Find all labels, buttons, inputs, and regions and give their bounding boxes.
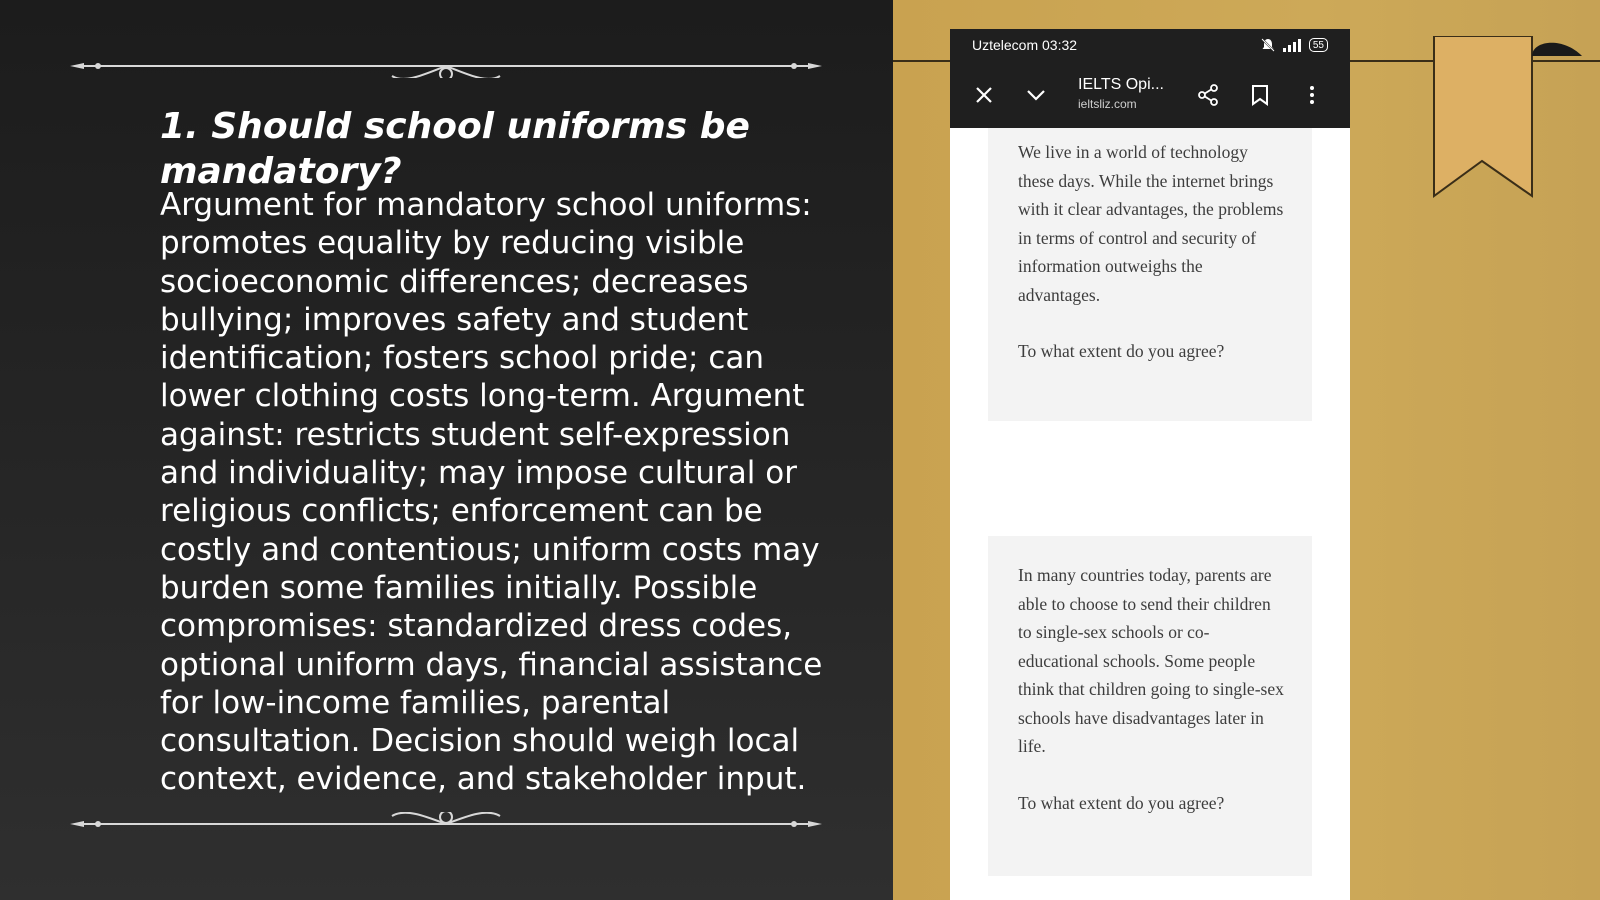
- page-title-block[interactable]: [1078, 75, 1164, 113]
- phone-screenshot: [950, 29, 1350, 900]
- ornamental-divider-bottom: [70, 812, 822, 836]
- signal-icon: [1281, 38, 1303, 52]
- essay-question-text: To what extent do you agree?: [1018, 341, 1225, 361]
- battery-icon: [1309, 38, 1328, 52]
- page-url: ieltsliz.com: [1078, 97, 1137, 111]
- bell-muted-icon: [1261, 38, 1275, 52]
- slide-body-text: Argument for mandatory school uniforms: promotes equality by reducing visible socioeconomic differences; decreases bullying; improves safety and student identification; fosters school pride; can lower clothing costs long-term. Argument against: restricts student self-expression and individuality; may impose cultural or religious conflicts; enforcement can be costly and contentious; uniform costs may burden some families initially. Possible compromises: standardized dress codes, optional uniform days, financial assistance for low-income families, parental consultation. Decision should weigh local context, evidence, and stakeholder input.: [160, 187, 823, 798]
- more-vert-icon: [1309, 85, 1315, 105]
- carrier-time: Uztelecom 03:32: [972, 37, 1078, 53]
- ornamental-divider-top: [70, 54, 822, 78]
- browser-toolbar: [950, 61, 1350, 128]
- battery-level: 55: [1312, 39, 1324, 51]
- close-icon: [975, 86, 993, 104]
- status-icons: [1261, 38, 1328, 52]
- essay-prompt-text: We live in a world of technology these days. While the internet brings with it clear advantages, the problems in terms of control and security of information outweighs the advantages.: [1018, 142, 1284, 305]
- bookmark-ribbon-decoration: [1432, 36, 1582, 206]
- chevron-down-icon: [1026, 88, 1046, 102]
- page-title: IELTS Opi...: [1078, 76, 1164, 93]
- collapse-button[interactable]: [1020, 79, 1052, 111]
- essay-prompt-card: [988, 128, 1312, 421]
- more-options-button[interactable]: [1296, 79, 1328, 111]
- share-icon: [1197, 84, 1219, 106]
- bookmark-icon: [1251, 84, 1269, 106]
- essay-question-text: To what extent do you agree?: [1018, 792, 1225, 813]
- slide-title: 1. Should school uniforms be mandatory?: [160, 106, 750, 192]
- phone-status-bar: [950, 29, 1350, 61]
- web-content[interactable]: [950, 128, 1350, 900]
- essay-prompt-text: In many countries today, parents are able to choose to send their children to single-sex schools or co-educational schools. Some people think that children going to single-sex schools have disadvantages later in life.: [1018, 565, 1284, 756]
- share-button[interactable]: [1192, 79, 1224, 111]
- essay-prompt-card: [988, 536, 1312, 876]
- close-button[interactable]: [968, 79, 1000, 111]
- bookmark-button[interactable]: [1244, 79, 1276, 111]
